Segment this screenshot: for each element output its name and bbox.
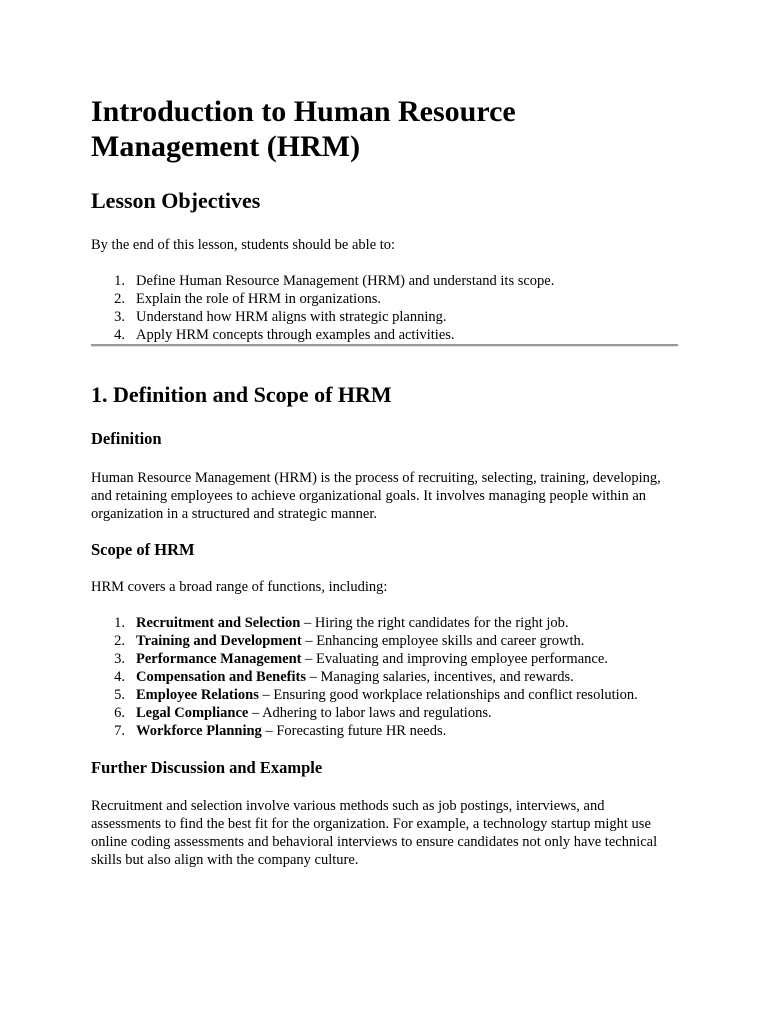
list-item <box>91 290 678 308</box>
list-item <box>91 686 678 704</box>
list-item <box>91 326 678 344</box>
definition-paragraph: Human Resource Management (HRM) is the process of recruiting, selecting, training, developing, and retaining employees to achieve organizational goals. It involves managing people within an organization in a structured and strategic manner. <box>91 470 661 522</box>
scope-description: – Managing salaries, incentives, and rewards. <box>306 669 574 685</box>
scope-term: Legal Compliance <box>136 705 249 721</box>
scope-term: Training and Development <box>136 633 302 649</box>
list-number: 2. <box>114 633 125 649</box>
list-number: 3. <box>114 651 125 667</box>
scope-description: – Enhancing employee skills and career growth. <box>301 633 585 649</box>
further-discussion-heading: Further Discussion and Example <box>91 758 323 777</box>
list-item <box>91 704 678 722</box>
list-number: 7. <box>114 723 125 739</box>
scope-term: Employee Relations <box>136 687 259 703</box>
list-number: 6. <box>114 705 125 721</box>
scope-description: – Ensuring good workplace relationships and conflict resolution. <box>258 687 638 703</box>
list-item <box>91 632 678 650</box>
scope-term: Workforce Planning <box>136 723 262 739</box>
scope-description: – Evaluating and improving employee performance. <box>301 651 608 667</box>
objectives-intro: By the end of this lesson, students should be able to: <box>91 237 396 253</box>
scope-list <box>91 614 678 740</box>
scope-description: – Hiring the right candidates for the right job. <box>300 615 569 631</box>
list-item <box>91 722 678 740</box>
list-item-text: Explain the role of HRM in organizations. <box>136 291 381 307</box>
scope-description: – Forecasting future HR needs. <box>261 723 447 739</box>
list-item-text: Apply HRM concepts through examples and activities. <box>136 327 455 343</box>
list-number: 4. <box>114 327 125 343</box>
scope-term: Compensation and Benefits <box>136 669 306 685</box>
scope-term: Recruitment and Selection <box>136 615 301 631</box>
list-item <box>91 668 678 686</box>
section-divider <box>91 344 678 347</box>
list-number: 1. <box>114 273 125 289</box>
objectives-list <box>91 272 678 344</box>
list-number: 5. <box>114 687 125 703</box>
scope-description: – Adhering to labor laws and regulations. <box>248 705 492 721</box>
section-heading: 1. Definition and Scope of HRM <box>91 382 392 407</box>
scope-intro: HRM covers a broad range of functions, including: <box>91 579 388 595</box>
list-number: 4. <box>114 669 125 685</box>
list-item <box>91 650 678 668</box>
list-item <box>91 272 678 290</box>
further-discussion-paragraph: Recruitment and selection involve various methods such as job postings, interviews, and assessments to find the best fit for the organization. For example, a technology startup might use online coding assessments and behavioral interviews to ensure candidates not only have technical skills but also align with the company culture. <box>91 798 658 868</box>
list-item <box>91 614 678 632</box>
definition-heading: Definition <box>91 429 162 448</box>
list-number: 1. <box>114 615 125 631</box>
list-item-text: Define Human Resource Management (HRM) and understand its scope. <box>136 273 555 289</box>
scope-term: Performance Management <box>136 651 302 667</box>
list-number: 2. <box>114 291 125 307</box>
scope-heading: Scope of HRM <box>91 540 195 559</box>
list-item-text: Understand how HRM aligns with strategic planning. <box>136 309 447 325</box>
list-number: 3. <box>114 309 125 325</box>
objectives-heading: Lesson Objectives <box>91 188 261 213</box>
list-item <box>91 308 678 326</box>
document-title: Introduction to Human Resource Management (HRM) <box>91 95 516 163</box>
